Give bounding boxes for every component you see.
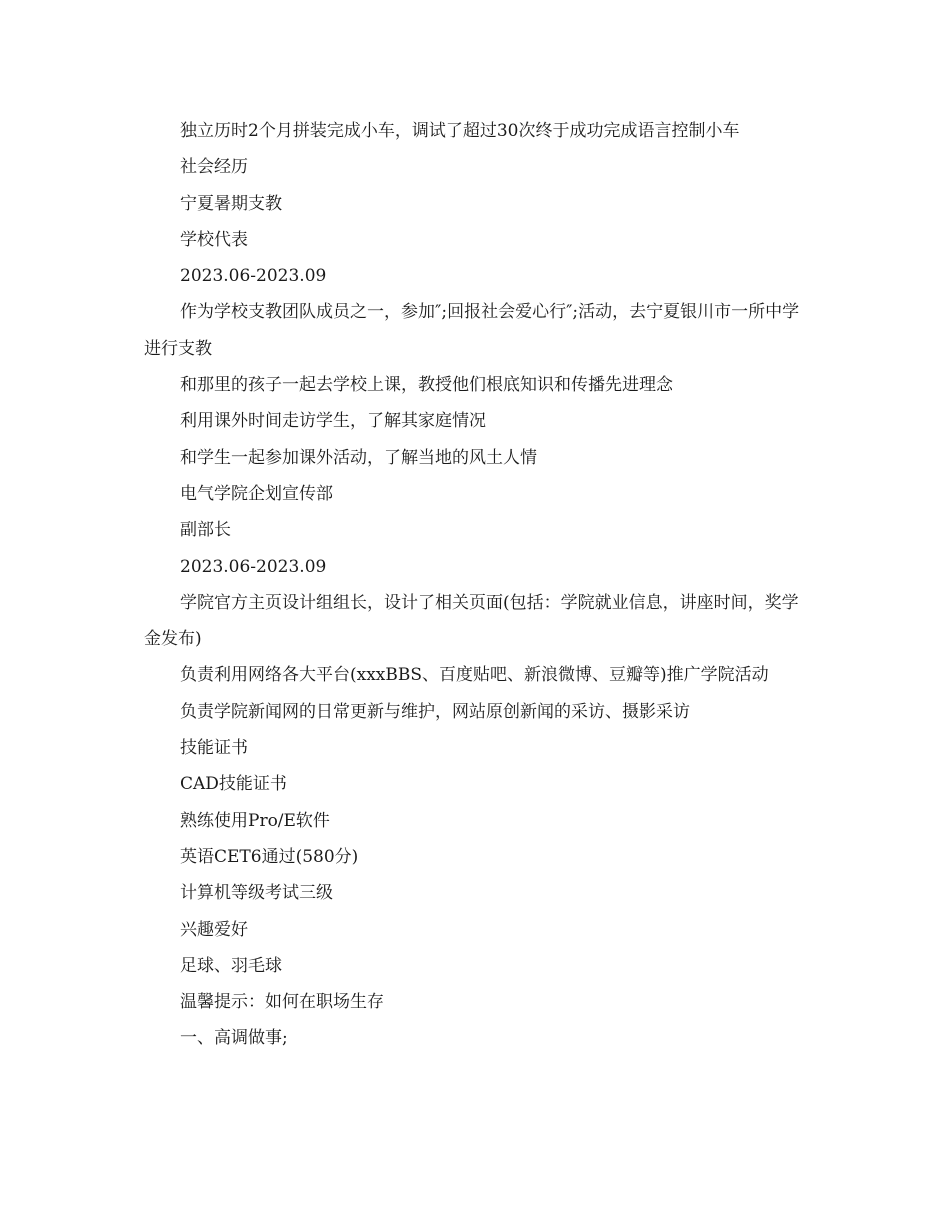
certificate-item: 英语CET6通过(580分): [180, 846, 359, 867]
section-heading-hobbies: 兴趣爱好: [180, 919, 248, 940]
paragraph-project-detail: 独立历时2个月拼装完成小车，调试了超过30次终于成功完成语言控制小车: [180, 121, 740, 141]
tips-item: 一、高调做事;: [180, 1028, 288, 1049]
hobby-item: 足球、羽毛球: [180, 955, 282, 976]
activity-role: 学校代表: [180, 229, 248, 250]
tips-heading: 温馨提示：如何在职场生存: [180, 992, 384, 1013]
document-body: [144, 113, 806, 1057]
activity-description: 利用课外时间走访学生，了解其家庭情况: [180, 411, 486, 432]
section-heading-social-experience: 社会经历: [180, 157, 248, 178]
certificate-item: 计算机等级考试三级: [180, 883, 333, 904]
organization-title: 电气学院企划宣传部: [180, 483, 333, 504]
organization-description: 学院官方主页设计组组长，设计了相关页面(包括：学院就业信息，讲座时间，奖学金发布): [144, 592, 799, 650]
activity-date: 2023.06-2023.09: [180, 266, 327, 287]
activity-title: 宁夏暑期支教: [180, 193, 282, 214]
activity-description: 和学生一起参加课外活动，了解当地的风土人情: [180, 447, 537, 468]
certificate-item: 熟练使用Pro/E软件: [180, 810, 330, 831]
organization-description: 负责利用网络各大平台(xxxBBS、百度贴吧、新浪微博、豆瓣等)推广学院活动: [180, 665, 769, 686]
section-heading-certificates: 技能证书: [180, 738, 248, 759]
activity-description: 作为学校支教团队成员之一，参加″;回报社会爱心行″;活动，去宁夏银川市一所中学进行支教: [144, 302, 800, 359]
organization-date: 2023.06-2023.09: [180, 556, 327, 577]
certificate-item: CAD技能证书: [180, 774, 287, 795]
activity-description: 和那里的孩子一起去学校上课，教授他们根底知识和传播先进理念: [180, 375, 673, 396]
organization-description: 负责学院新闻网的日常更新与维护，网站原创新闻的采访、摄影采访: [180, 701, 690, 722]
organization-role: 副部长: [180, 520, 231, 541]
